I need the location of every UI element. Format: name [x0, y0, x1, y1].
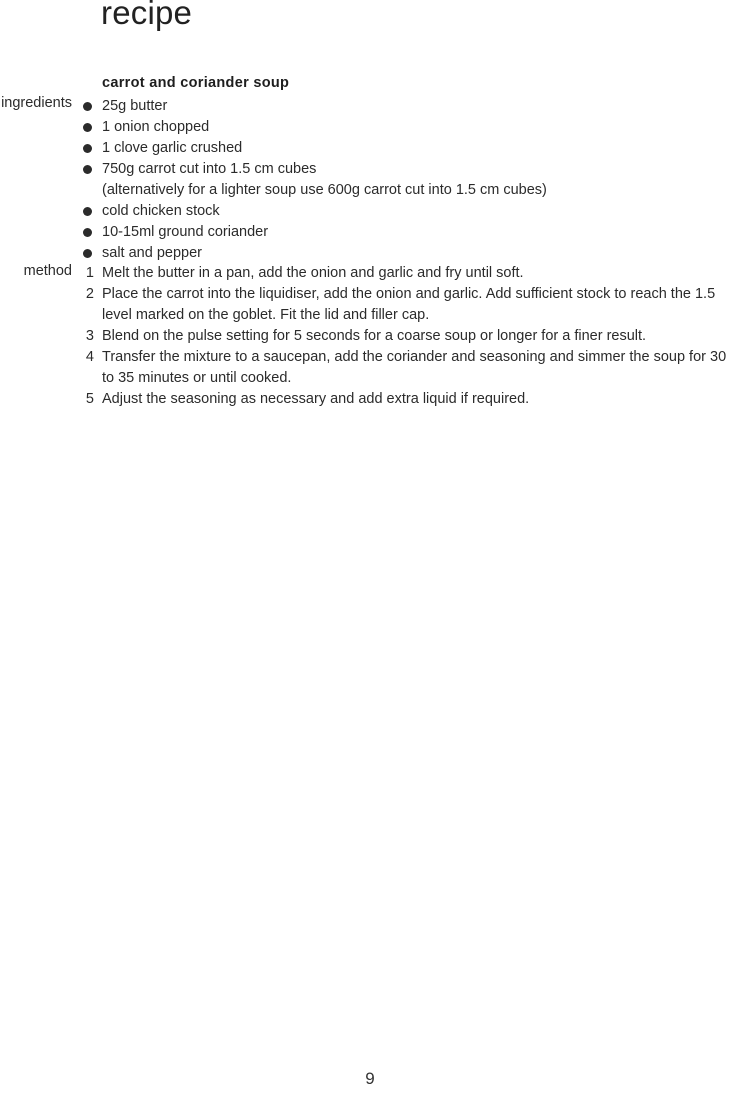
method-list [80, 263, 740, 410]
ingredients-label: ingredients [1, 95, 72, 111]
step-number: 4 [85, 349, 94, 365]
ingredient-text: salt and pepper [102, 245, 202, 261]
ingredient-item [80, 117, 730, 138]
step-number: 5 [85, 391, 94, 407]
ingredient-item [80, 96, 730, 117]
method-label: method [23, 263, 72, 279]
ingredient-text: 1 clove garlic crushed [102, 140, 243, 156]
page-number: 9 [365, 1069, 375, 1088]
step-number: 2 [85, 286, 94, 302]
ingredients-list [80, 96, 730, 264]
bullet-icon [83, 102, 92, 111]
method-step [80, 284, 740, 326]
method-step [80, 347, 740, 389]
bullet-icon [83, 228, 92, 237]
recipe-title: carrot and coriander soup [102, 75, 290, 91]
step-number: 1 [85, 265, 94, 281]
ingredient-note: (alternatively for a lighter soup use 600g carrot cut into 1.5 cm cubes) [102, 182, 547, 198]
step-text: Adjust the seasoning as necessary and add extra liquid if required. [102, 391, 530, 407]
step-text: Melt the butter in a pan, add the onion and garlic and fry until soft. [102, 265, 524, 281]
bullet-icon [83, 144, 92, 153]
ingredient-item [80, 201, 730, 222]
bullet-icon [83, 249, 92, 258]
ingredient-text: cold chicken stock [102, 203, 220, 219]
ingredient-text: 25g butter [102, 98, 168, 114]
ingredient-item [80, 222, 730, 243]
method-step [80, 389, 740, 410]
method-step [80, 326, 740, 347]
method-step [80, 263, 740, 284]
bullet-icon [83, 165, 92, 174]
step-text: Blend on the pulse setting for 5 seconds for a coarse soup or longer for a finer result. [102, 328, 647, 344]
page-heading: recipe [101, 0, 193, 31]
ingredient-item [80, 243, 730, 264]
step-text: Place the carrot into the liquidiser, add the onion and garlic. Add sufficient stock to reach the 1.5 level marked on the goblet. Fit the lid and filler cap. [102, 286, 716, 323]
step-text: Transfer the mixture to a saucepan, add the coriander and seasoning and simmer the soup for 30 to 35 minutes or until cooked. [102, 349, 727, 386]
ingredient-text: 750g carrot cut into 1.5 cm cubes [102, 161, 317, 177]
step-number: 3 [85, 328, 94, 344]
ingredient-text: 10-15ml ground coriander [102, 224, 269, 240]
bullet-icon [83, 123, 92, 132]
ingredient-text: 1 onion chopped [102, 119, 210, 135]
bullet-icon [83, 207, 92, 216]
ingredient-item [80, 138, 730, 159]
ingredient-item [80, 159, 730, 201]
